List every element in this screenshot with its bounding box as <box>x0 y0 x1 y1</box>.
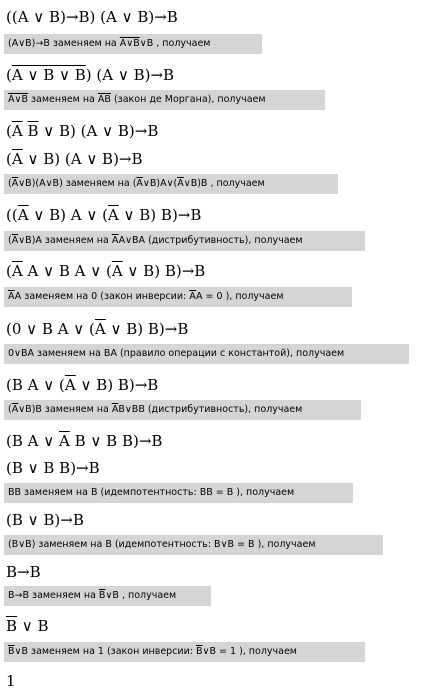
negated-term: $\overline{B}$ <box>104 94 111 105</box>
expression-text: B∨BB (дистрибутивность), получаем <box>118 404 303 415</box>
negated-term: $\overline{A}$ <box>11 404 19 415</box>
expression-text: ∨B)A∨( <box>142 178 178 189</box>
negated-term: $\overline{A}$ <box>111 404 119 415</box>
negated-term: $\overline{A}$ <box>11 178 19 189</box>
expression-text: (B A ∨ ( <box>6 376 65 394</box>
negated-term: $\overline{B}$ <box>196 646 203 657</box>
negated-term: $\overline{A}$ <box>107 206 119 224</box>
expression-text: A∨BA (дистрибутивность), получаем <box>118 235 303 246</box>
expression-text: ∨ B) (A ∨ B)→B <box>38 122 159 140</box>
negated-term: $\overline{A}$ <box>17 206 29 224</box>
expression-text: ∨ B) B)→B <box>122 262 206 280</box>
expression-text: ∨ B <box>17 617 49 635</box>
negated-term: $\overline{A}$ <box>59 432 70 450</box>
expression-text: B ∨ B B)→B <box>69 432 163 450</box>
explanation-note <box>4 642 365 662</box>
formula-line <box>6 262 205 280</box>
negated-term: $\overline{B}$ <box>8 646 15 657</box>
expression-text: ∨ B) A ∨ ( <box>28 206 108 224</box>
expression-text: BB заменяем на B (идемпотентность: BB = B ), получаем <box>8 487 295 498</box>
negated-term: $\overline{A}$ <box>11 122 23 140</box>
expression-text: 0∨BA заменяем на BA (правило операции с константой), получаем <box>8 348 345 359</box>
negated-term: $\overline{B}$ <box>27 122 39 140</box>
formula-line <box>6 150 143 168</box>
expression-text: A = 0 ), получаем <box>196 291 284 302</box>
expression-text: ∨B = 1 ), получаем <box>202 646 297 657</box>
negated-term: $\overline{A}$ <box>97 94 105 105</box>
negated-term: $\overline{A}$ <box>64 376 76 394</box>
explanation-note <box>4 34 262 54</box>
expression-text: ∨ B) B)→B <box>105 320 189 338</box>
formula-line <box>6 617 49 635</box>
negated-term: $\overline{A}$ <box>8 291 15 302</box>
expression-text: B→B <box>6 563 41 581</box>
expression-text: ( <box>6 262 12 280</box>
expression-text: ( <box>8 235 12 246</box>
expression-text: ∨ B) B)→B <box>75 376 159 394</box>
expression-text: заменяем на <box>27 94 98 105</box>
negated-term: A∨B <box>119 38 140 49</box>
expression-text: ∨B заменяем на 1 (закон инверсии: <box>14 646 196 657</box>
expression-text: ∨ B) B)→B <box>118 206 202 224</box>
explanation-note <box>4 287 352 307</box>
formula-line <box>6 376 158 394</box>
expression-text: B→B заменяем на <box>8 590 99 601</box>
formula-line <box>6 8 178 26</box>
formula-line <box>6 672 16 690</box>
explanation-note <box>4 174 338 194</box>
formula-line <box>6 320 188 338</box>
formula-line <box>6 563 41 581</box>
formula-line <box>6 459 100 477</box>
expression-text: A ∨ B A ∨ ( <box>22 262 112 280</box>
expression-text: ((A ∨ B)→B) (A ∨ B)→B <box>6 8 178 26</box>
expression-text: ( <box>8 404 12 415</box>
formula-line <box>6 206 201 224</box>
expression-text: ( <box>6 150 12 168</box>
explanation-note <box>4 483 353 503</box>
explanation-note <box>4 535 383 555</box>
expression-text: ( <box>6 122 12 140</box>
negated-term: $\overline{A}$ <box>11 262 23 280</box>
expression-text: (0 ∨ B A ∨ ( <box>6 320 95 338</box>
formula-line <box>6 122 158 140</box>
expression-text: (B A ∨ <box>6 432 59 450</box>
expression-text: ∨B)B заменяем на <box>18 404 112 415</box>
formula-line <box>6 511 84 529</box>
explanation-note <box>4 231 365 251</box>
expression-text: (( <box>6 206 18 224</box>
negated-term: $\overline{A}$ <box>189 291 197 302</box>
expression-text: 1 <box>6 672 16 690</box>
negated-term: $\overline{A}$ <box>111 262 123 280</box>
expression-text: ∨B)(A∨B) заменяем на ( <box>18 178 137 189</box>
expression-text: A заменяем на 0 (закон инверсии: <box>14 291 190 302</box>
negated-term: A ∨ B ∨ B <box>11 66 86 84</box>
negated-term: $\overline{B}$ <box>98 590 106 601</box>
expression-text: (B ∨ B)→B <box>6 511 84 529</box>
expression-text: ) (A ∨ B)→B <box>85 66 175 84</box>
expression-text: (B∨B) заменяем на B (идемпотентность: B∨B = B ), получаем <box>8 539 316 550</box>
expression-text: (A∨B)→B заменяем на <box>8 38 120 49</box>
negated-term: A∨B <box>8 94 28 105</box>
negated-term: $\overline{B}$ <box>6 617 18 635</box>
explanation-note <box>4 90 325 110</box>
expression-text: ( <box>8 178 12 189</box>
explanation-note <box>4 400 361 420</box>
formula-line <box>6 66 174 84</box>
negated-term: $\overline{A}$ <box>111 235 119 246</box>
expression-text: ∨B)B , получаем <box>183 178 265 189</box>
expression-text: ∨B , получаем <box>105 590 177 601</box>
explanation-note <box>4 586 211 606</box>
expression-text: ∨ B) (A ∨ B)→B <box>22 150 143 168</box>
negated-term: $\overline{A}$ <box>177 178 184 189</box>
expression-text: ∨B , получаем <box>139 38 211 49</box>
negated-term: $\overline{A}$ <box>11 150 23 168</box>
explanation-note <box>4 344 409 364</box>
negated-term: $\overline{A}$ <box>136 178 143 189</box>
expression-text: ( <box>6 66 12 84</box>
formula-line <box>6 432 162 450</box>
expression-text: (B ∨ B B)→B <box>6 459 100 477</box>
negated-term: $\overline{A}$ <box>94 320 106 338</box>
negated-term: $\overline{A}$ <box>11 235 19 246</box>
expression-text: (закон де Моргана), получаем <box>110 94 266 105</box>
expression-text: ∨B)A заменяем на <box>18 235 112 246</box>
